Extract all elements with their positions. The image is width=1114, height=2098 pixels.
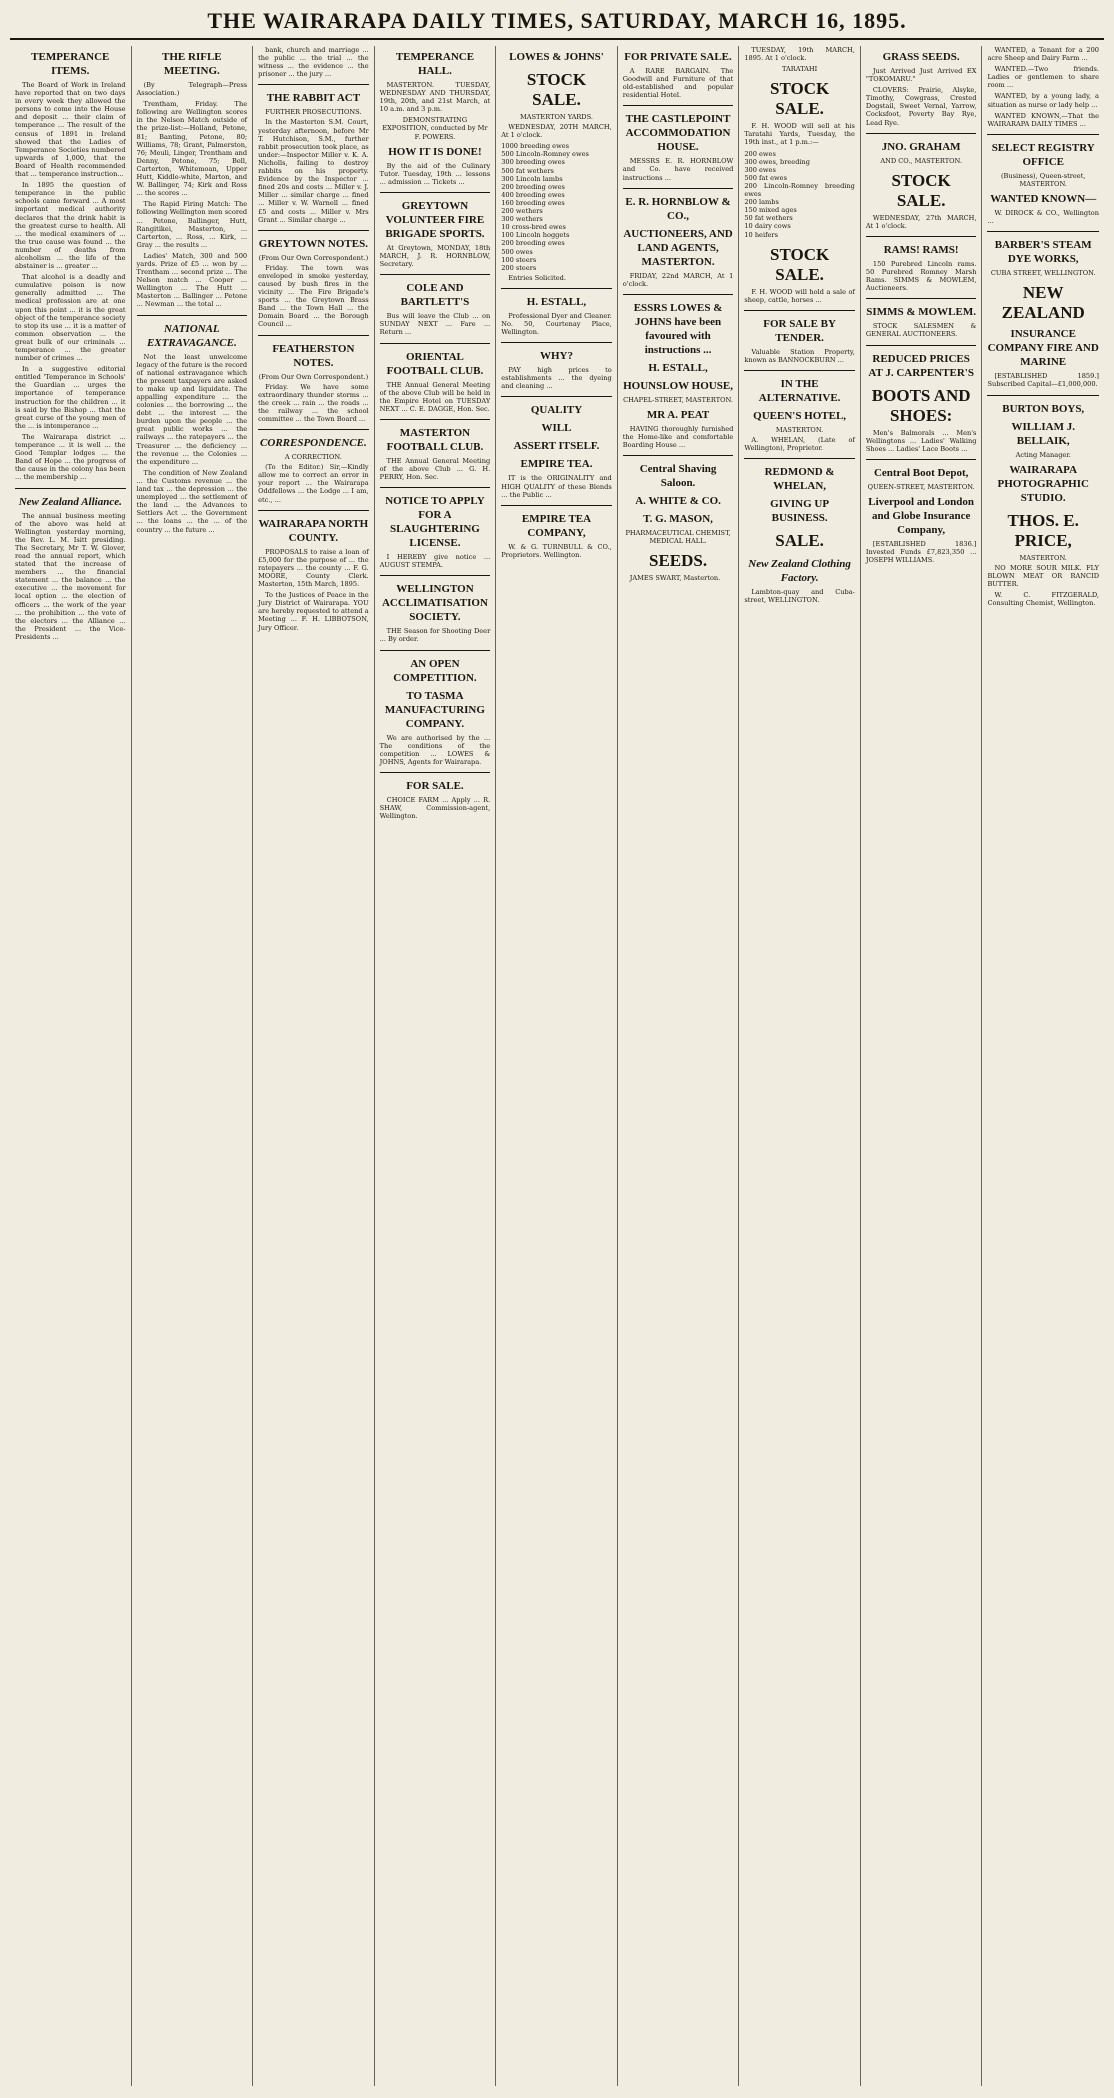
article-paragraph: THE Annual General Meeting of the above Club ... G. H. PERRY, Hon. Sec. (379, 456, 491, 482)
list-item: 160 breeding ewes (501, 198, 565, 207)
article-heading: HOW IT IS DONE! (388, 145, 482, 158)
article-heading: STOCK SALE. (769, 79, 830, 119)
article-paragraph: WANTED.—Two friends. Ladies or gentlemen to share room ... (987, 65, 1099, 90)
article-heading: QUEEN'S HOTEL, (753, 409, 847, 422)
divider (866, 459, 977, 460)
article-heading: H. ESTALL, (526, 295, 587, 308)
subheading: Acting Manager. (1015, 450, 1071, 459)
article-heading: AUCTIONEERS, AND LAND AGENTS, MASTERTON. (623, 227, 733, 268)
article-paragraph: WEDNESDAY, 20TH MARCH, At 1 o'clock. (501, 123, 612, 140)
subheading: (Business), Queen-street, MASTERTON. (1000, 171, 1086, 188)
item-list (501, 142, 612, 272)
article-paragraph: In 1895 the question of temperance in the public schools came forward ... A most important medical authority declares that the drink habit is the greatest curse to health. All ... the medical examiners of ... the true cause was found ... the number of deaths from alcoholism ... the life of the abstainer is ... greater ... (15, 181, 126, 271)
article-paragraph: I HEREBY give notice ... AUGUST STEMPA. (379, 553, 491, 570)
article-heading: Central Boot Depot, (873, 466, 969, 479)
column-6 (618, 46, 740, 2086)
list-item: 500 fat ewes (744, 173, 787, 182)
article-paragraph: [ESTABLISHED 1859.] Subscribed Capital—£1,000,000. (987, 372, 1099, 389)
article-heading: AN OPEN COMPETITION. (393, 657, 477, 684)
article-paragraph: To the Justices of Peace in the Jury District of Wairarapa. YOU are hereby requested to attend a Meeting ... F. H. LIBBOTSON, Jury Officer. (258, 591, 369, 632)
article-paragraph: W. DIROCK & CO., Wellington ... (987, 209, 1099, 226)
article-paragraph: 150 Purebred Lincoln rams. 50 Purebred Romney Marsh Rams. SIMMS & MOWLEM, Auctioneers. (865, 259, 977, 293)
divider (623, 455, 734, 456)
article-paragraph: F. H. WOOD will sell at his Taratahi Yards, Tuesday, the 19th inst., at 1 p.m.:— (744, 122, 855, 147)
article-heading: WILLIAM J. BELLAIK, (1011, 420, 1075, 447)
list-item: 300 wethers (501, 215, 543, 224)
article-heading: WAIRARAPA PHOTOGRAPHIC STUDIO. (997, 463, 1089, 504)
list-item: 10 cross-bred ewes (501, 223, 566, 232)
article-paragraph: FRIDAY, 22nd MARCH, At 1 o'clock. (622, 271, 734, 288)
column-3 (253, 46, 375, 2086)
article-paragraph: bank, church and marriage ... the public ... the trial ... the witness ... the evidence ... the prisoner ... the jury ... (258, 46, 369, 79)
article-paragraph: Not the least unwelcome legacy of the future is the record of national extravagance which the present taxpayers are asked to make up and liquidate. The appalling expenditure ... the colonies ... the borrowing ... the debt ... the interest ... the burden upon the people ... the great public works ... the railways ... the ratepayers ... the Treasurer ... the deficiency ... the revenue ... the Colonies ... the expenditure ... (136, 352, 248, 466)
article-heading: MASTERTON FOOTBALL CLUB. (386, 426, 484, 453)
article-paragraph: Friday. We have some extraordinary thunder storms ... the creek ... rain ... the roads ... the railway ... the school committee ... the Town Board ... (258, 382, 369, 423)
column-2 (132, 46, 254, 2086)
article-heading: STOCK SALE. (769, 244, 830, 284)
divider (501, 342, 612, 343)
column-4 (375, 46, 497, 2086)
divider (987, 395, 1099, 396)
column-8 (861, 46, 983, 2086)
article-heading: TO TASMA MANUFACTURING COMPANY. (384, 689, 485, 730)
masthead: THE WAIRARAPA DAILY TIMES, SATURDAY, MARCH 16, 1895. (10, 8, 1104, 40)
article-paragraph: HAVING thoroughly furnished the Home-like and comfortable Boarding House ... (622, 424, 734, 450)
list-item: 100 steers (501, 255, 537, 264)
article-heading: CORRESPONDENCE. (260, 437, 367, 450)
divider (501, 505, 612, 506)
divider (258, 429, 369, 430)
article-heading: JNO. GRAHAM (881, 140, 961, 153)
article-paragraph: WANTED, by a young lady, a situation as nurse or lady help ... (987, 92, 1099, 109)
article-paragraph: THE Season for Shooting Deer ... By order. (379, 627, 491, 644)
article-heading: BURTON BOYS, (1002, 402, 1085, 415)
article-paragraph: W. & G. TURNBULL & CO., Proprietors. Wellington. (501, 542, 612, 559)
article-heading: NEW ZEALAND (1001, 283, 1085, 323)
divider (866, 236, 977, 237)
article-heading: T. G. MASON, (643, 513, 713, 526)
article-heading: GRASS SEEDS. (882, 51, 960, 63)
divider (380, 192, 491, 193)
article-heading: GREYTOWN NOTES. (258, 237, 368, 250)
article-paragraph: The Wairarapa district ... temperance ... it is well ... the Good Templar lodges ... the Band of Hope ... the progress of the cause in the colony has been ... the membership ... (15, 432, 126, 482)
article-paragraph: PAY high prices to establishments ... the dyeing and cleaning ... (501, 366, 612, 391)
article-paragraph: TUESDAY, 19th MARCH, 1895. At 1 o'clock. (744, 46, 855, 63)
article-heading: INSURANCE COMPANY FIRE AND MARINE (987, 328, 1099, 369)
list-item: 200 Lincoln-Romney breeding ewes (744, 181, 855, 199)
article-heading: TEMPERANCE HALL. (395, 51, 475, 77)
list-item: 500 owes (501, 247, 533, 256)
list-item: 300 breeding owes (501, 158, 565, 167)
article-heading: NATIONAL EXTRAVAGANCE. (146, 322, 237, 349)
article-heading: WILL (541, 422, 572, 435)
article-paragraph: Ladies' Match, 300 and 500 yards. Prize of £5 ... won by ... Trentham ... second prize ... The Nelson match ... Cooper ... Wellington ... The Hutt ... Masterton ... Ballinger ... Petone ... Newman ... the total ... (136, 251, 248, 309)
article-paragraph: JAMES SWART, Masterton. (629, 574, 721, 583)
article-paragraph: At Greytown, MONDAY, 18th MARCH, J. R. HORNBLOW, Secretary. (379, 243, 491, 269)
article-heading: SIMMS & MOWLEM. (866, 306, 976, 319)
divider (380, 419, 491, 420)
article-heading: FOR SALE. (406, 779, 464, 792)
article-heading: BARBER'S STEAM DYE WORKS, (994, 239, 1092, 266)
article-paragraph: Friday. The town was enveloped in smoke yesterday, caused by bush fires in the vicinity ... The Fire Brigade's sports ... the Greytown Brass Band ... the Town Hall ... the Domain Board ... the Borough Council ... (258, 263, 369, 329)
article-paragraph: CHOICE FARM ... Apply ... R. SHAW, Commission-agent, Wellington. (379, 795, 491, 821)
article-heading: EMPIRE TEA. (520, 458, 593, 471)
list-item: 200 ewes (744, 149, 776, 158)
article-paragraph: [ESTABLISHED 1836.] Invested Funds £7,823,350 ... JOSEPH WILLIAMS. (865, 539, 977, 565)
subheading: A CORRECTION. (284, 453, 342, 462)
article-paragraph: By the aid of the Culinary Tutor. Tuesday, 19th ... lessons ... admission ... Tickets ... (379, 161, 491, 186)
article-heading: TEMPERANCE ITEMS. (31, 51, 110, 77)
column-9 (982, 46, 1104, 2086)
article-heading: ORIENTAL FOOTBALL CLUB. (386, 350, 484, 377)
article-heading: E. R. HORNBLOW & CO., (625, 195, 731, 222)
list-item: 200 lambs (744, 198, 779, 207)
subheading: TARATAHI (781, 65, 818, 74)
divider (866, 298, 977, 299)
article-paragraph: Trentham, Friday. The following are Wellington scores in the Nelson Match outside of the prize-list:—Holland, Petone, 81; Banting, Petone, 80; Williams, 78; Grant, Palmerston, 76; Meuli, Linger, Trentham and Denny, Petone, 75; Bell, Carterton, Whitemoan, Upper Hutt, Kiddle-white, Marton, and W. Ballinger, 74; Kirk and Ross ... the scores ... (136, 100, 248, 198)
article-heading: SEEDS. (648, 551, 708, 571)
article-heading: GIVING UP BUSINESS. (770, 498, 830, 525)
article-paragraph: NO MORE SOUR MILK. FLY BLOWN MEAT OR RANCID BUTTER. (987, 563, 1099, 588)
article-heading: THOS. E. PRICE, (1007, 510, 1079, 550)
divider (380, 772, 491, 773)
article-paragraph: The Rapid Firing Match: The following Wellington men scored ... Petone, Ballinger, Hutt, Rangitikei, Masterton, ... Carterton, ... Ross, ... Kirk, ... Gray ... the results ... (136, 200, 248, 249)
article-heading: STOCK SALE. (526, 70, 587, 109)
subheading: (From Our Own Correspondent.) (258, 372, 369, 381)
list-item: 150 mixed ages (744, 206, 797, 215)
article-heading: Central Shaving Saloon. (639, 463, 717, 490)
list-item: 200 wethers (501, 207, 543, 216)
article-heading: FOR PRIVATE SALE. (624, 51, 732, 63)
divider (744, 458, 855, 459)
article-paragraph: The Board of Work in Ireland have reported that on two days in every week they allowed the persons to come into the House and deposit ... their claim of temperance ... The result of the census of 1891 in Ireland showed that the Ladies of Temperance Societies numbered upwards of 1,000, that the Board of Health recommended that ... temperance instruction... (15, 81, 126, 179)
item-list (744, 150, 855, 239)
article-heading: THE CASTLEPOINT ACCOMMODATION HOUSE. (625, 113, 731, 154)
column-grid (10, 46, 1104, 2086)
subheading: CUBA STREET, WELLINGTON. (990, 269, 1096, 278)
article-heading: MR A. PEAT (646, 408, 710, 421)
list-item: 50 fat wethers (744, 214, 793, 223)
article-paragraph: In the Masterton S.M. Court, yesterday afternoon, before Mr T. Hutchison, S.M., further rabbit prosecution took place, as under:—Inspector Miller v. K. A. Nicholls, failing to destroy rabbits on his property. Evidence by the Inspector ... fined 20s and costs ... Miller v. J. Miller ... similar charge ... fined ... Miller v. W. Warnell ... fined £5 and costs ... Miller v. Mrs Grant ... Similar charge ... (258, 118, 369, 224)
subheading: QUEEN-STREET, MASTERTON. (867, 482, 975, 491)
list-item: 500 Lincoln-Romney ewes (501, 150, 589, 159)
article-paragraph: W. C. FITZGERALD, Consulting Chemist, Wellington. (987, 590, 1099, 608)
article-heading: Liverpool and London and Globe Insurance Company, (868, 495, 975, 536)
article-heading: WHY? (539, 350, 573, 363)
list-item: 100 Lincoln hoggets (501, 231, 570, 240)
list-item: 500 fat wethers (501, 166, 554, 175)
article-heading: QUALITY (530, 404, 583, 417)
column-7 (739, 46, 861, 2086)
list-item: 300 ewes, breeding (744, 157, 811, 166)
divider (380, 274, 491, 275)
divider (380, 575, 491, 576)
article-heading: SALE. (775, 531, 824, 551)
article-paragraph: Men's Balmorals ... Men's Wellingtons ... Ladies' Walking Shoes ... Ladies' Lace Boots ... (865, 428, 977, 453)
list-item: 200 steers (501, 263, 537, 272)
divider (258, 84, 369, 85)
column-1 (10, 46, 132, 2086)
article-paragraph: That alcohol is a deadly and cumulative poison is now generally admitted ... The medical profession are at one upon this point ... it is the great object of the temperance society to stop its use ... it is a matter of common observation ... the great bulk of our criminals ... temperance ... the greater number of crimes ... (15, 273, 126, 363)
article-paragraph: A. WHELAN, (Late of Wellington), Proprietor. (744, 436, 855, 453)
article-heading: ASSERT ITSELF. (513, 440, 600, 453)
article-heading: New Zealand Clothing Factory. (748, 558, 851, 585)
article-paragraph: Bus will leave the Club ... on SUNDAY NEXT ... Fare ... Return ... (379, 312, 491, 337)
article-paragraph: In a suggestive editorial entitled 'Temperance in Schools' the Guardian ... urges the importance of temperance instruction for the children ... it is said by the Bishop ... that the great curse of the young men of the ... is intemperance ... (15, 365, 126, 430)
divider (258, 510, 369, 511)
divider (15, 488, 126, 489)
divider (501, 396, 612, 397)
article-paragraph: THE Annual General Meeting of the above Club will be held in the Empire Hotel on TUESDAY NEXT ... C. E. DAGGE, Hon. Sec. (379, 380, 491, 413)
article-paragraph: The annual business meeting of the above was held at Wellington yesterday morning, the Rev. L. M. Isitt presiding. The Secretary, Mr T. W. Glover, read the annual report, which stated that the increase of members ... the financial statement ... the balance ... the executive ... the movement for local option ... the election of officers ... the work of the year ... the prohibition ... the vote of the electors ... the Alliance ... the President ... the Vice-Presidents ... (15, 511, 126, 641)
list-item: 1000 breeding ewes (501, 142, 569, 151)
subheading: MASTERTON YARDS. (519, 113, 593, 121)
article-heading: NOTICE TO APPLY FOR A SLAUGHTERING LICENSE. (385, 495, 485, 550)
subheading: DEMONSTRATING EXPOSITION, conducted by Mr F. POWERS. (382, 116, 488, 141)
article-paragraph: Lambton-quay and Cuba-street, WELLINGTON. (744, 588, 855, 605)
article-heading: GREYTOWN VOLUNTEER FIRE BRIGADE SPORTS. (385, 199, 485, 240)
divider (623, 294, 734, 295)
divider (866, 345, 977, 346)
list-item: 200 breeding ewes (501, 239, 565, 248)
divider (380, 343, 491, 344)
divider (380, 650, 491, 651)
article-paragraph: MASTERTON. TUESDAY, WEDNESDAY AND THURSDAY, 19th, 20th, and 21st March, at 10 a.m. and 3 p.m. (379, 81, 491, 114)
divider (501, 288, 612, 289)
article-paragraph: Valuable Station Property, known as BANNOCKBURN ... (744, 347, 855, 364)
article-heading: LOWES & JOHNS' (509, 51, 604, 63)
divider (258, 335, 369, 336)
divider (623, 105, 734, 106)
article-heading: EMPIRE TEA COMPANY, (521, 512, 592, 539)
article-heading: A. WHITE & CO. (635, 495, 721, 508)
article-heading: RAMS! RAMS! (883, 243, 959, 256)
divider (744, 310, 855, 311)
article-heading: H. ESTALL, (648, 361, 708, 374)
article-heading: COLE AND BARTLETT'S (400, 282, 470, 309)
article-paragraph: WEDNESDAY, 27th MARCH, At 1 o'clock. (865, 213, 977, 230)
divider (744, 370, 855, 371)
article-heading: ESSRS LOWES & JOHNS have been favoured with instructions ... (633, 301, 723, 356)
article-paragraph: A RARE BARGAIN. The Goodwill and Furniture of that old-established and popular residential Hotel. (622, 67, 734, 100)
article-paragraph: Just Arrived Just Arrived EX "TOKOMARU." (865, 67, 977, 84)
article-paragraph: Entries Solicited. (508, 273, 566, 282)
article-heading: New Zealand Alliance. (18, 495, 122, 508)
article-paragraph: PROPOSALS to raise a loan of £5,000 for the purpose of ... the ratepayers ... the county ... F. G. MOORE, County Clerk. Masterton, 15th March, 1895. (258, 547, 369, 589)
article-paragraph: Professional Dyer and Cleaner. No. 50, Courtenay Place, Wellington. (501, 311, 612, 337)
article-heading: FEATHERSTON NOTES. (272, 342, 355, 369)
article-paragraph: WANTED, a Tenant for a 200 acre Sheep and Dairy Farm ... (987, 46, 1099, 63)
subheading: FURTHER PROSECUTIONS. (265, 108, 362, 117)
article-heading: SELECT REGISTRY OFFICE (991, 141, 1095, 168)
article-heading: REDUCED PRICES AT J. CARPENTER'S (868, 352, 974, 379)
article-heading: BOOTS AND SHOES: (871, 385, 971, 425)
list-item: 300 ewes (744, 165, 776, 174)
article-heading: WELLINGTON ACCLIMATISATION SOCIETY. (381, 583, 488, 624)
article-heading: IN THE ALTERNATIVE. (758, 377, 841, 404)
article-paragraph: MESSRS E. R. HORNBLOW and Co. have received instructions ... (622, 157, 734, 182)
article-heading: WAIRARAPA NORTH COUNTY. (258, 517, 369, 544)
divider (987, 231, 1099, 232)
article-paragraph: STOCK SALESMEN & GENERAL AUCTIONEERS. (865, 322, 977, 339)
article-paragraph: We are authorised by the ... The conditions of the competition ... LOWES & JOHNS, Agents for Wairarapa. (379, 733, 491, 766)
divider (623, 188, 734, 189)
article-heading: REDMOND & WHELAN, (764, 466, 835, 493)
article-paragraph: (To the Editor.) Sir,—Kindly allow me to correct an error in your report ... the Wairarapa Oddfellows ... the Lodge ... I am, etc., ... (258, 463, 369, 504)
divider (258, 230, 369, 231)
list-item: 10 heifers (744, 230, 778, 239)
list-item: 10 dairy cows (744, 222, 791, 231)
article-heading: THE RIFLE MEETING. (162, 51, 222, 77)
article-paragraph: (By Telegraph—Press Association.) (136, 81, 248, 98)
list-item: 400 breeding ewes (501, 190, 565, 199)
divider (380, 487, 491, 488)
article-paragraph: WANTED KNOWN,—That the WAIRARAPA DAILY TIMES ... (987, 111, 1099, 128)
article-paragraph: The condition of New Zealand ... the Customs revenue ... the land tax ... the depression ... the unemployed ... the settlement of the land ... the Advances to Settlers Act ... the Government ... the loans ... the ... of the country ... the future ... (136, 468, 248, 534)
divider (137, 315, 248, 316)
article-paragraph: IT is the ORIGINALITY and HIGH QUALITY of these Blends ... the Public ... (501, 474, 612, 499)
subheading: AND CO., MASTERTON. (880, 156, 962, 165)
subheading: MASTERTON. (1019, 553, 1067, 562)
article-heading: HOUNSLOW HOUSE, (623, 379, 733, 392)
article-heading: STOCK SALE. (891, 170, 951, 210)
list-item: 200 breeding owes (501, 182, 565, 191)
subheading: PHARMACEUTICAL CHEMIST, MEDICAL HALL. (625, 529, 731, 546)
article-paragraph: F. H. WOOD will hold a sale of sheep, cattle, horses ... (744, 287, 855, 304)
divider (866, 133, 977, 134)
article-paragraph: CLOVERS: Prairie, Alsyke, Timothy, Cowgrass, Crested Dogstail, Sweet Vernal, Yarrow, Cocksfoot, Poverty Bay Rye, Lead Rye. (865, 86, 977, 127)
list-item: 300 Lincoln lambs (501, 174, 563, 183)
subheading: (From Our Own Correspondent.) (258, 253, 369, 262)
subheading: CHAPEL-STREET, MASTERTON. (623, 395, 733, 404)
article-heading: WANTED KNOWN— (990, 193, 1097, 206)
article-heading: FOR SALE BY TENDER. (763, 317, 836, 344)
subheading: MASTERTON. (775, 425, 824, 434)
divider (987, 134, 1099, 135)
article-heading: THE RABBIT ACT (266, 92, 361, 105)
column-5 (496, 46, 618, 2086)
